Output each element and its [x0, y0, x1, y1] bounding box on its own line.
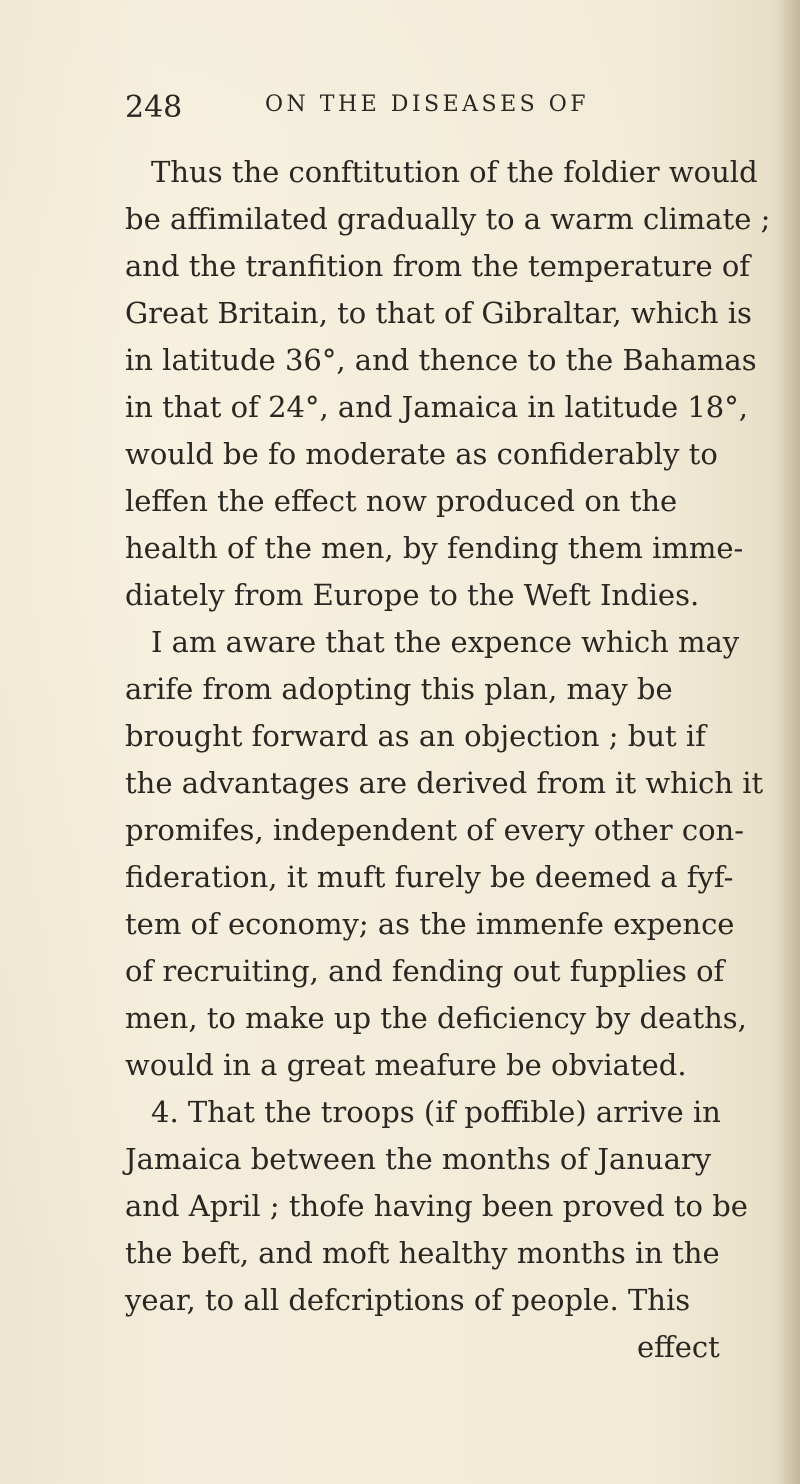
text-line: leffen the effect now produced on the: [125, 484, 678, 518]
text-line: health of the men, by fending them imme-: [125, 531, 744, 565]
text-line: men, to make up the deficiency by deaths,: [125, 1001, 747, 1035]
text-line: brought forward as an objection ; but if: [125, 719, 706, 753]
text-line: and April ; thofe having been proved to be: [125, 1189, 748, 1223]
text-line: and the tranfition from the temperature of: [125, 249, 751, 283]
text-line: would in a great meafure be obviated.: [125, 1048, 687, 1082]
text-line: of recruiting, and fending out fupplies of: [125, 954, 725, 988]
text-line: be affimilated gradually to a warm climate ;: [125, 202, 771, 236]
running-head-title: ON THE DISEASES OF: [265, 92, 590, 117]
running-head: [125, 90, 725, 130]
page-number: 248: [125, 90, 183, 125]
text-line: Thus the conftitution of the foldier would: [151, 155, 758, 189]
text-line: arife from adopting this plan, may be: [125, 672, 673, 706]
text-line: year, to all defcriptions of people. This: [125, 1283, 691, 1317]
text-line: promifes, independent of every other con-: [125, 813, 745, 847]
text-line: Great Britain, to that of Gibraltar, which is: [125, 296, 752, 330]
text-line: in latitude 36°, and thence to the Bahamas: [125, 343, 757, 377]
text-line: Jamaica between the months of January: [125, 1142, 712, 1176]
text-line: in that of 24°, and Jamaica in latitude 18°,: [125, 390, 748, 424]
text-line: would be fo moderate as confiderably to: [125, 437, 718, 471]
text-line: I am aware that the expence which may: [151, 625, 740, 659]
text-line: 4. That the troops (if poffible) arrive in: [151, 1095, 721, 1129]
text-line: the beft, and moft healthy months in the: [125, 1236, 720, 1270]
text-line: fideration, it muft furely be deemed a fyf-: [125, 860, 734, 894]
page-edge-shadow: [778, 0, 800, 1484]
text-line: the advantages are derived from it which it: [125, 766, 764, 800]
text-line: tem of economy; as the immenfe expence: [125, 907, 735, 941]
text-line: diately from Europe to the Weft Indies.: [125, 578, 700, 612]
catchword: effect: [637, 1330, 720, 1364]
